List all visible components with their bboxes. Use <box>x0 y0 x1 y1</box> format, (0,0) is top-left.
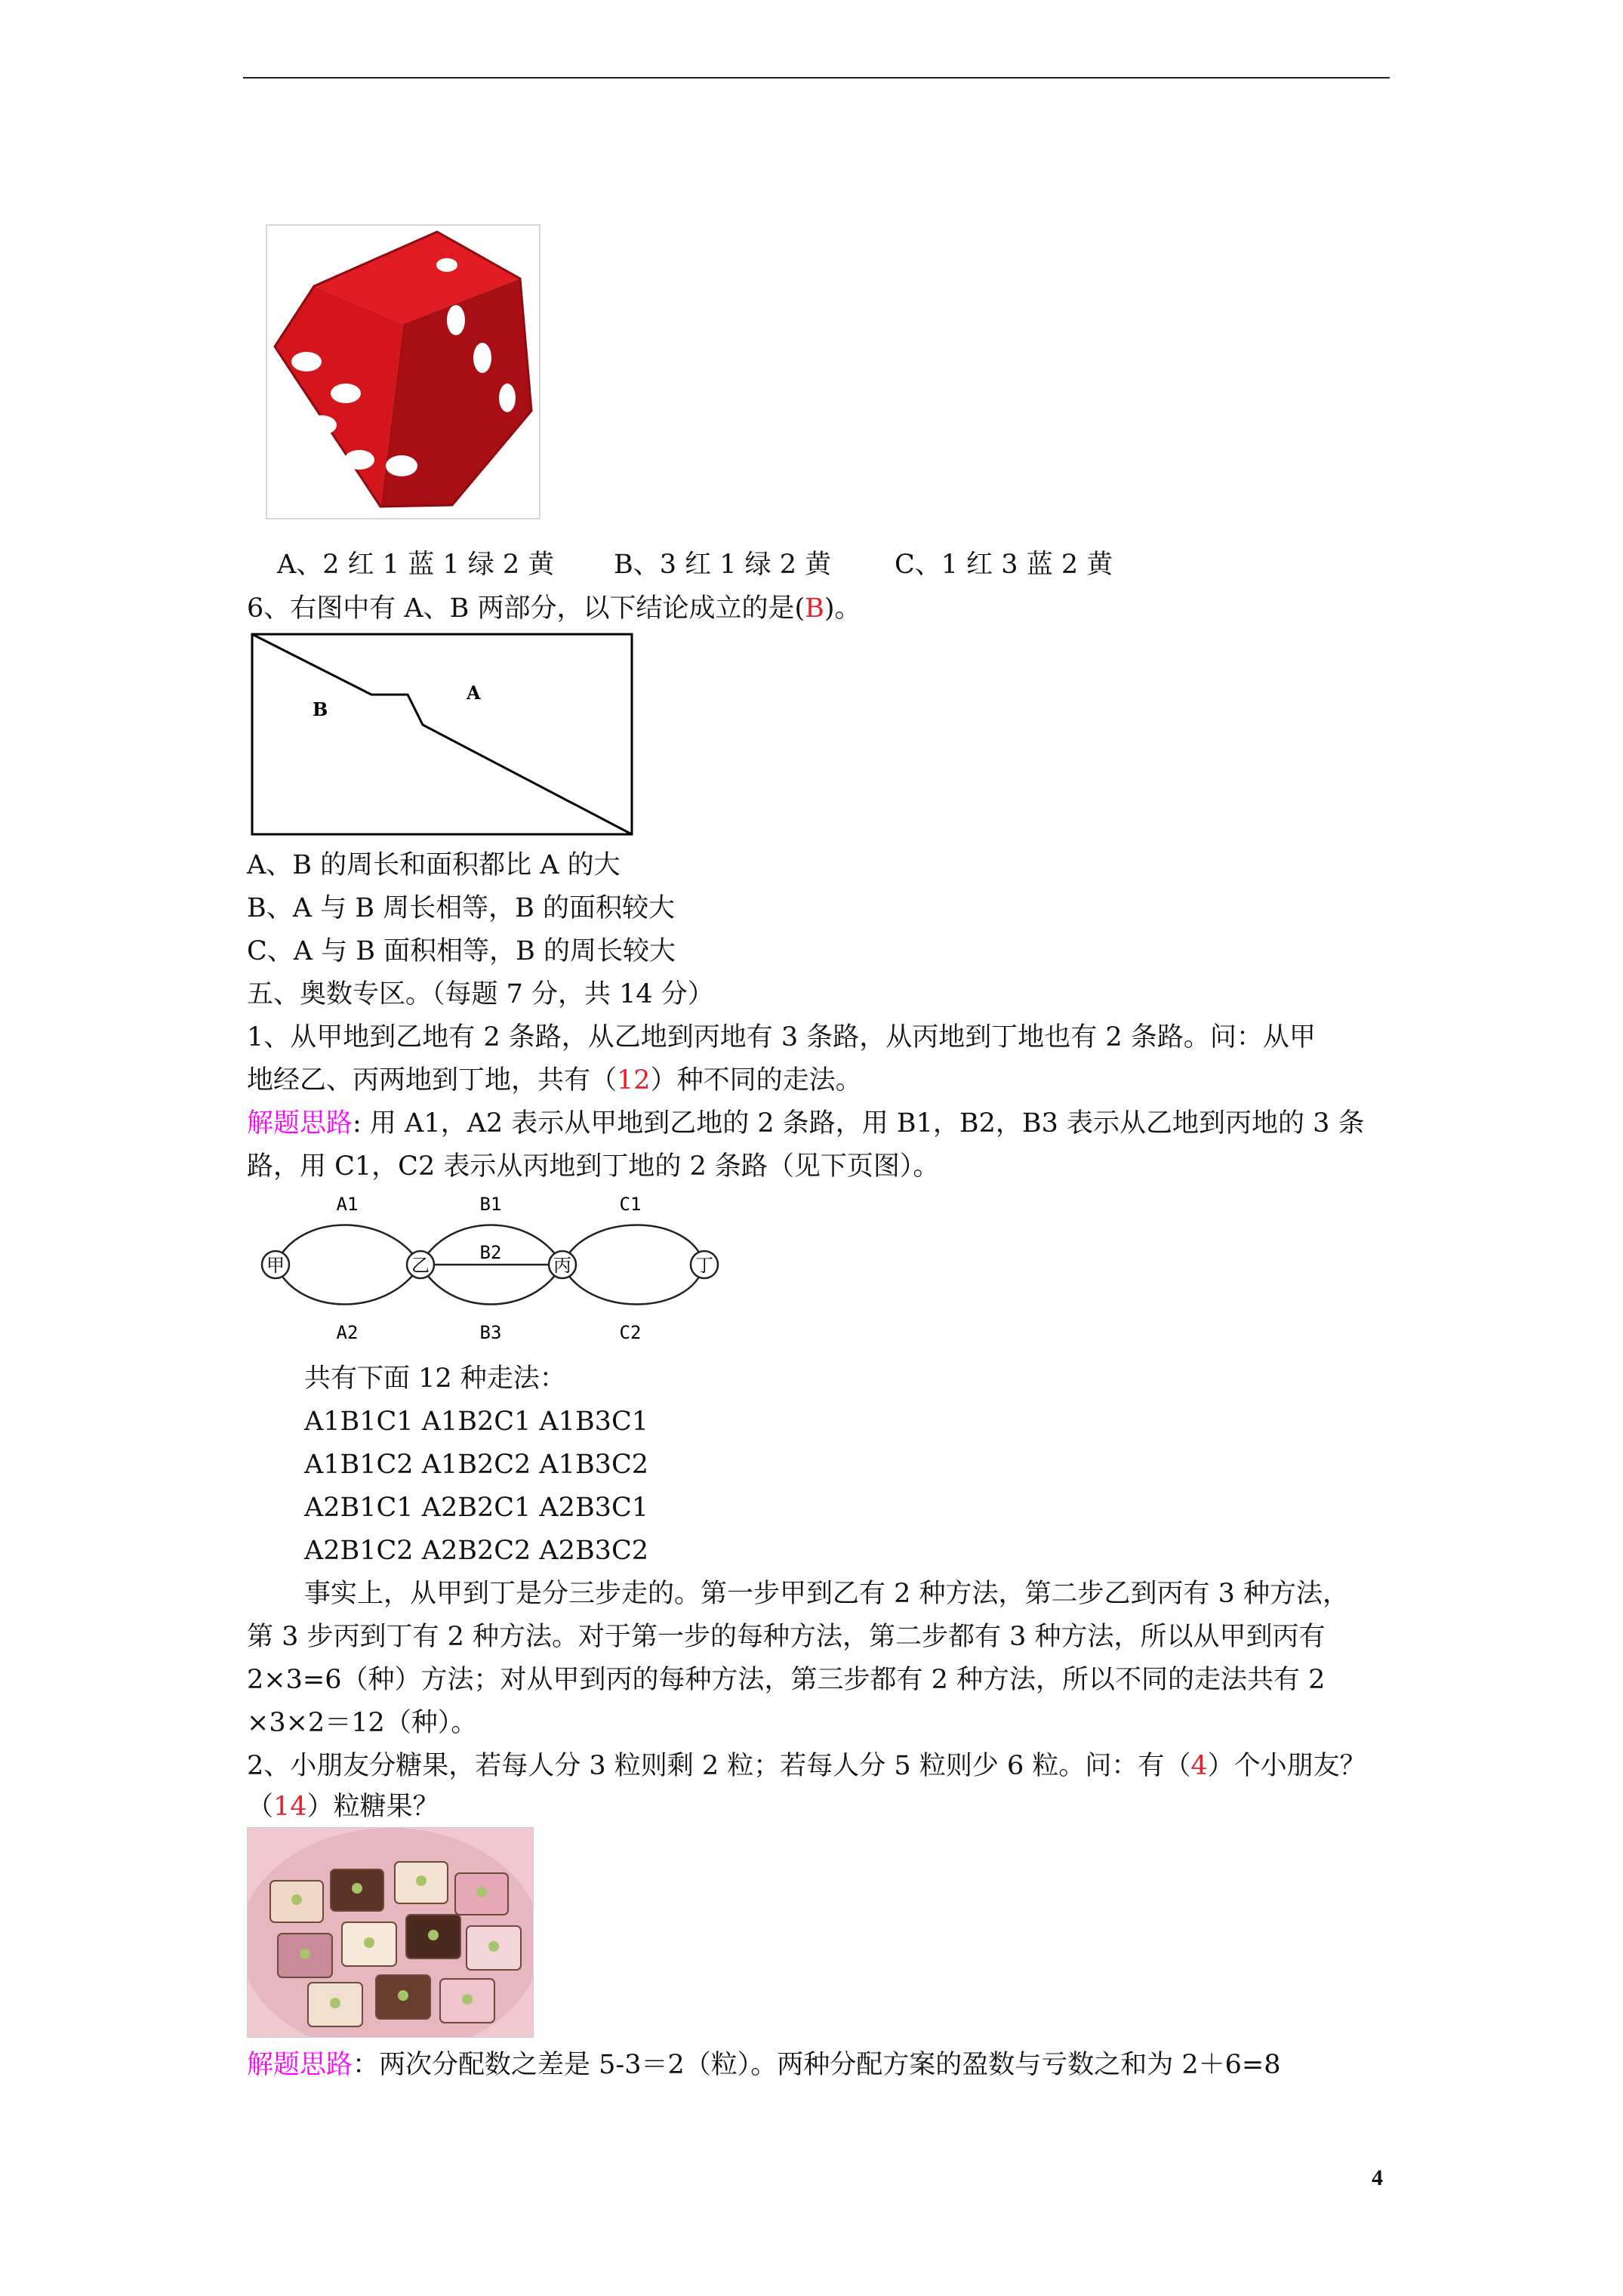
explanation-line3: 2×3=6（种）方法；对从甲到丙的每种方法，第三步都有 2 种方法，所以不同的走法共有 2 <box>247 1665 1326 1695</box>
candy-illustration <box>248 1828 533 2037</box>
section-heading: 五、奥数专区。（每题 7 分，共 14 分） <box>247 979 714 1009</box>
q6-label-a: A <box>467 682 481 704</box>
q6-option-a: A、B 的周长和面积都比 A 的大 <box>247 850 621 880</box>
label-b3: B3 <box>479 1322 502 1343</box>
p2-hint-text: ：两次分配数之差是 5-3＝2（粒）。两种分配方案的盈数与亏数之和为 2＋6=8 <box>353 2050 1281 2080</box>
routes-row-2: A1B1C2 A1B2C2 A1B3C2 <box>304 1450 648 1480</box>
explanation-line1: 事实上，从甲到丁是分三步走的。第一步甲到乙有 2 种方法，第二步乙到丙有 3 种方法， <box>304 1579 1350 1609</box>
q6-option-b: B、A 与 B 周长相等，B 的面积较大 <box>247 893 675 923</box>
dice-image <box>266 224 540 519</box>
label-a1: A1 <box>336 1194 359 1215</box>
label-c2: C2 <box>619 1322 642 1343</box>
node-ding: 丁 <box>695 1255 713 1276</box>
p1-hint-line2: 路，用 C1，C2 表示从丙地到丁地的 2 条路（见下页图）。 <box>247 1151 940 1182</box>
p2-line2-end: ）粒糖果？ <box>306 1792 439 1822</box>
explanation-line4: ×3×2＝12（种）。 <box>247 1708 478 1738</box>
q6-stem-end: )。 <box>824 593 861 624</box>
node-jia: 甲 <box>266 1255 285 1276</box>
label-b1: B1 <box>479 1194 502 1215</box>
page-number: 4 <box>1372 2165 1383 2190</box>
p2-hint-label: 解题思路 <box>247 2050 353 2080</box>
p2-answer-2: 14 <box>273 1792 307 1822</box>
routes-intro: 共有下面 12 种走法： <box>304 1364 566 1394</box>
label-c1: C1 <box>619 1194 642 1215</box>
p1-hint-text: : 用 A1，A2 表示从甲地到乙地的 2 条路，用 B1，B2，B3 表示从乙地到丙地的 3 条 <box>353 1108 1365 1139</box>
q5-option-c: C、1 红 3 蓝 2 黄 <box>895 550 1113 580</box>
q5-option-a: A、2 红 1 蓝 1 绿 2 黄 <box>277 550 555 580</box>
q6-stem-text: 6、右图中有 A、B 两部分，以下结论成立的是( <box>247 593 805 624</box>
node-yi: 乙 <box>411 1255 430 1276</box>
p1-hint-label: 解题思路 <box>247 1108 353 1139</box>
p2-line1-text: 2、小朋友分糖果，若每人分 3 粒则剩 2 粒；若每人分 5 粒则少 6 粒。问：有（ <box>247 1751 1191 1781</box>
p1-line2-text: 地经乙、丙两地到丁地，共有（ <box>247 1065 617 1096</box>
p1-line2-end: ）种不同的走法。 <box>650 1065 862 1096</box>
dice-illustration <box>267 226 539 518</box>
q6-option-c: C、A 与 B 面积相等，B 的周长较大 <box>247 936 676 966</box>
p2-answer-1: 4 <box>1190 1751 1208 1781</box>
route-diagram <box>253 1189 728 1348</box>
p1-hint-line1 <box>247 1107 1365 1140</box>
label-b2: B2 <box>479 1242 502 1263</box>
p1-line2 <box>247 1064 862 1097</box>
q6-figure <box>251 633 636 839</box>
candy-image <box>247 1827 534 2038</box>
label-a2: A2 <box>336 1322 359 1343</box>
explanation-line2: 第 3 步丙到丁有 2 种方法。对于第一步的每种方法，第二步都有 3 种方法，所以从甲到丙有 <box>247 1622 1326 1652</box>
routes-row-4: A2B1C2 A2B2C2 A2B3C2 <box>304 1536 648 1566</box>
q6-label-b: B <box>313 698 328 720</box>
p2-line1-end: ）个小朋友？ <box>1207 1751 1366 1781</box>
p1-line1: 1、从甲地到乙地有 2 条路，从乙地到丙地有 3 条路，从丙地到丁地也有 2 条路。问：从甲 <box>247 1022 1316 1052</box>
p2-hint <box>247 2048 1281 2082</box>
p1-answer: 12 <box>617 1065 651 1096</box>
p2-line1 <box>247 1749 1366 1783</box>
p2-line2-open: （ <box>247 1792 274 1822</box>
p2-line2 <box>247 1790 439 1823</box>
routes-row-3: A2B1C1 A2B2C1 A2B3C1 <box>304 1493 648 1523</box>
header-rule <box>243 77 1390 79</box>
node-bing: 丙 <box>553 1255 571 1276</box>
q6-answer: B <box>805 593 824 624</box>
routes-row-1: A1B1C1 A1B2C1 A1B3C1 <box>304 1407 648 1437</box>
q6-stem <box>247 592 861 625</box>
q5-option-b: B、3 红 1 绿 2 黄 <box>614 550 832 580</box>
